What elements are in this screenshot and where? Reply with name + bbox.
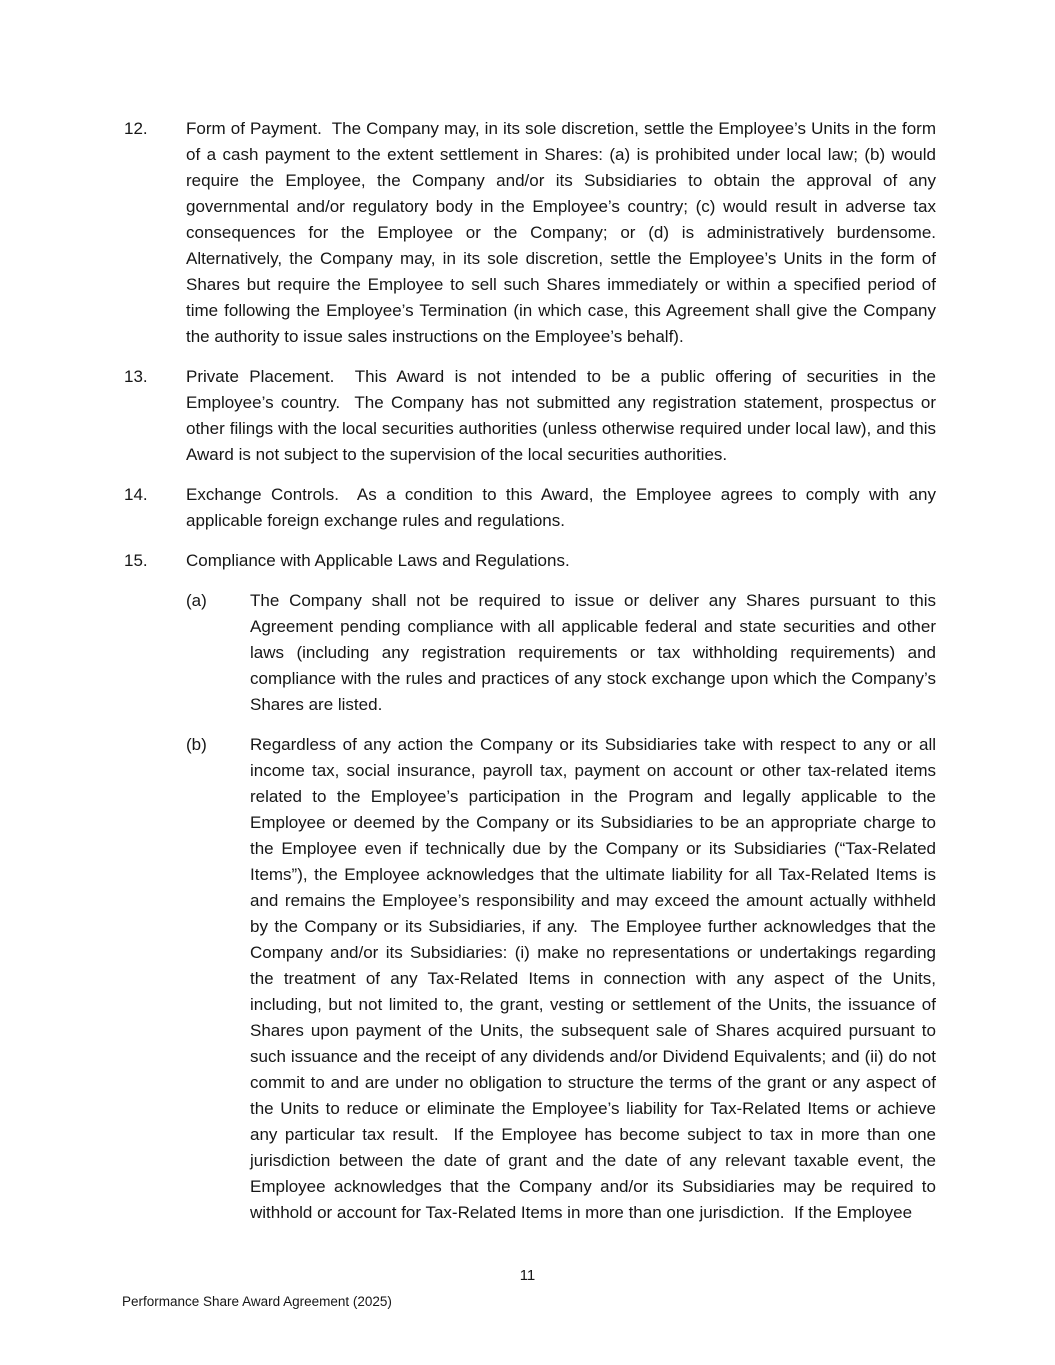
document-body: [124, 116, 946, 1226]
section-content: [186, 482, 941, 534]
section-content: [186, 548, 941, 1226]
section-number: 13.: [124, 367, 148, 386]
subitem-text: The Company shall not be required to issue or deliver any Shares pursuant to this Agreement pending compliance with all applicable federal and state securities and other laws (including any registration requirements or tax withholding requirements) and compliance with the rules and practices of any stock exchange upon which the Company’s Shares are listed.: [250, 591, 941, 714]
footer-text: Performance Share Award Agreement (2025): [122, 1294, 392, 1309]
section-paragraph: [186, 116, 946, 350]
section-paragraph: [186, 482, 941, 534]
section-heading: Compliance with Applicable Laws and Regulations.: [186, 551, 570, 570]
section-content: [186, 364, 941, 468]
section-text: The Company may, in its sole discretion, settle the Employee’s Units in the form of a cash payment to the extent settlement in Shares: (a) is prohibited under local law; (b) would require the Employee, the Company and/or its Subsidiaries to obtain the approval of any governmental and/or regulatory body in the Employee’s country; (c) would result in adverse tax consequences for the Employee or the Company; or (d) is administratively burdensome. Alternatively, the Company may, in its sole discretion, settle the Employee’s Units in the form of Shares but require the Employee to sell such Shares immediately or within a specified period of time following the Employee’s Termination (in which case, this Agreement shall give the Company the authority to issue sales instructions on the Employee’s behalf).: [186, 119, 946, 346]
section-content: [186, 116, 946, 350]
subitem-b: [186, 732, 941, 1226]
section-heading: Form of Payment.: [186, 119, 322, 138]
page-number: 11: [519, 1267, 536, 1284]
section-number: 14.: [124, 485, 148, 504]
subitem-label: (b): [186, 735, 207, 754]
section-paragraph: [186, 548, 936, 574]
section-exchange-controls: [124, 482, 941, 534]
section-form-of-payment: [124, 116, 946, 350]
section-text: As a condition to this Award, the Employee agrees to comply with any applicable foreign exchange rules and regulations.: [186, 485, 941, 530]
subitem-text: Regardless of any action the Company or its Subsidiaries take with respect to any or all income tax, social insurance, payroll tax, payment on account or other tax-related items related to the Employee’s participation in the Program and legally applicable to the Employee or deemed by the Company or its Subsidiaries to be an appropriate charge to the Employee even if technically due by the Company or its Subsidiaries (“Tax-Related Items”), the Employee acknowledges that the ultimate liability for all Tax-Related Items is and remains the Employee’s responsibility and may exceed the amount actually withheld by the Company or its Subsidiaries, if any. The Employee further acknowledges that the Company and/or its Subsidiaries: (i) make no representations or undertakings regarding the treatment of any Tax-Related Items in connection with any aspect of the Units, including, but not limited to, the grant, vesting or settlement of the Units, the issuance of Shares upon payment of the Units, the subsequent sale of Shares acquired pursuant to such issuance and the receipt of any dividends and/or Dividend Equivalents; and (ii) do not commit to and are under no obligation to structure the terms of the grant or any aspect of the Units to reduce or eliminate the Employee’s liability for Tax-Related Items or achieve any particular tax result. If the Employee has become subject to tax in more than one jurisdiction between the date of grant and the date of any relevant taxable event, the Employee acknowledges that the Company and/or its Subsidiaries may be required to withhold or account for Tax-Related Items in more than one jurisdiction. If the Employee: [250, 735, 941, 1222]
section-compliance-laws: [124, 548, 941, 1226]
section-text: This Award is not intended to be a public offering of securities in the Employee’s country. The Company has not submitted any registration statement, prospectus or other filings with the local securities authorities (unless otherwise required under local law), and this Award is not subject to the supervision of the local securities authorities.: [186, 367, 941, 464]
section-number: 12.: [124, 119, 148, 138]
section-number: 15.: [124, 551, 148, 570]
subitem-a: [186, 588, 941, 718]
subitem-label: (a): [186, 591, 207, 610]
section-paragraph: [186, 364, 941, 468]
section-heading: Exchange Controls.: [186, 485, 340, 504]
section-heading: Private Placement.: [186, 367, 335, 386]
section-private-placement: [124, 364, 941, 468]
